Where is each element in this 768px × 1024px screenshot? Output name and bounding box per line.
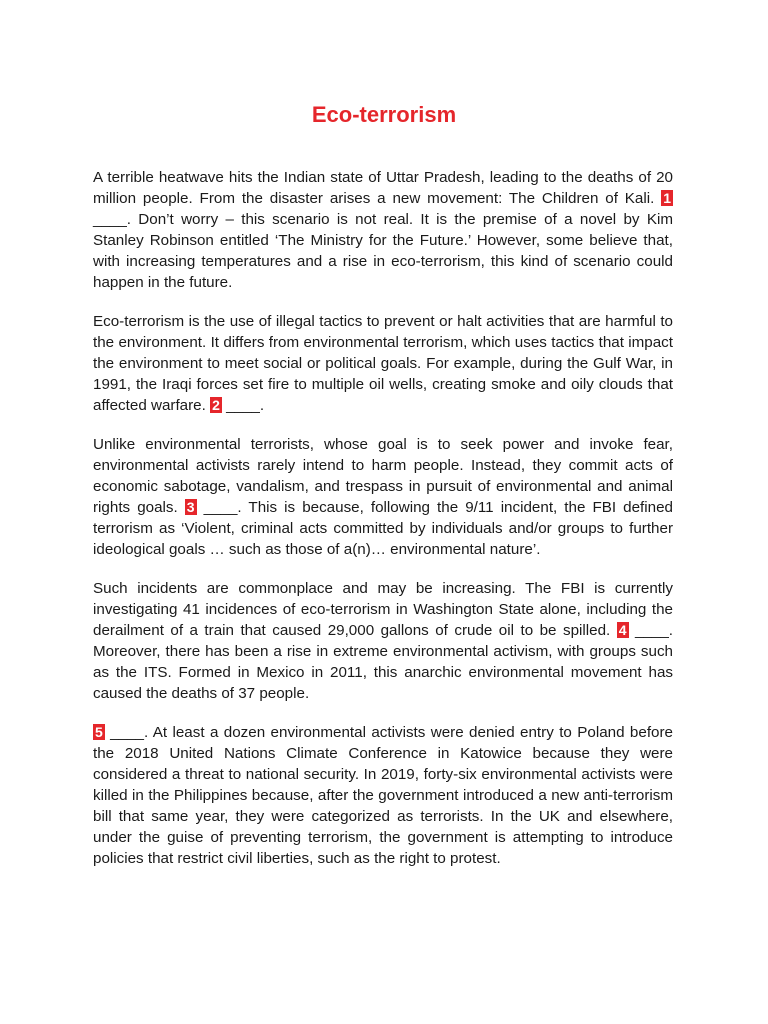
paragraph-text: ____. At least a dozen environmental activists were denied entry to Poland before the 2018 United Nations Climate Conference in Katowice because they were considered a threat to national security. In 2019, forty-six environmental activists were killed in the Philippines because, after the government introduced a new anti-terrorism bill that same year, they were categorized as terrorists. In the UK and elsewhere, under the guise of preventing terrorism, the government is attempting to introduce policies that restrict civil liberties, such as the right to protest. xyxy=(93,724,673,867)
paragraph-text: Unlike environmental terrorists, whose goal is to seek power and invoke fear, environmental activists rarely intend to harm people. Instead, they commit acts of economic sabotage, vandalism, and trespass in pursuit of environmental and animal rights goals. xyxy=(93,436,673,516)
paragraph-text: Such incidents are commonplace and may be increasing. The FBI is currently investigating 41 incidences of eco-terrorism in Washington State alone, including the derailment of a train that caused 29,000 gallons of crude oil to be spilled. xyxy=(93,580,673,639)
gap-number-badge: 1 xyxy=(663,190,671,206)
paragraph-text: ____. Moreover, there has been a rise in extreme environmental activism, with groups such as the ITS. Formed in Mexico in 2011, this anarchic environmental movement has caused the deaths of 37 people. xyxy=(93,622,673,702)
paragraph-3 xyxy=(93,434,673,560)
paragraph-5 xyxy=(93,722,673,869)
paragraph-4 xyxy=(93,578,673,704)
paragraph-text: A terrible heatwave hits the Indian state of Uttar Pradesh, leading to the deaths of 20 million people. From the disaster arises a new movement: The Children of Kali. xyxy=(93,169,673,207)
page-title: Eco-terrorism xyxy=(311,102,457,127)
gap-number-badge: 5 xyxy=(95,724,103,740)
paragraph-2 xyxy=(93,311,673,416)
paragraph-text: ____. This is because, following the 9/11 incident, the FBI defined terrorism as ‘Violent, criminal acts committed by individuals and/or groups to further ideological goals … such as those of a(n)… environmental nature’. xyxy=(93,499,673,558)
gap-number-badge: 4 xyxy=(618,622,627,638)
gap-number-badge: 2 xyxy=(212,397,220,413)
paragraph-text: Eco-terrorism is the use of illegal tactics to prevent or halt activities that are harmful to the environment. It differs from environmental terrorism, which uses tactics that impact the environment to meet social or political goals. For example, during the Gulf War, in 1991, the Iraqi forces set fire to multiple oil wells, creating smoke and oily clouds that affected warfare. xyxy=(93,313,673,414)
paragraph-text: ____. xyxy=(221,397,265,414)
article-body xyxy=(93,167,673,887)
gap-number-badge: 3 xyxy=(186,499,195,515)
paragraph-text: ____. Don’t worry – this scenario is not real. It is the premise of a novel by Kim Stanley Robinson entitled ‘The Ministry for the Future.’ However, some believe that, with increasing temperatures and a rise in eco-terrorism, this kind of scenario could happen in the future. xyxy=(93,211,673,291)
paragraph-1 xyxy=(93,167,673,293)
